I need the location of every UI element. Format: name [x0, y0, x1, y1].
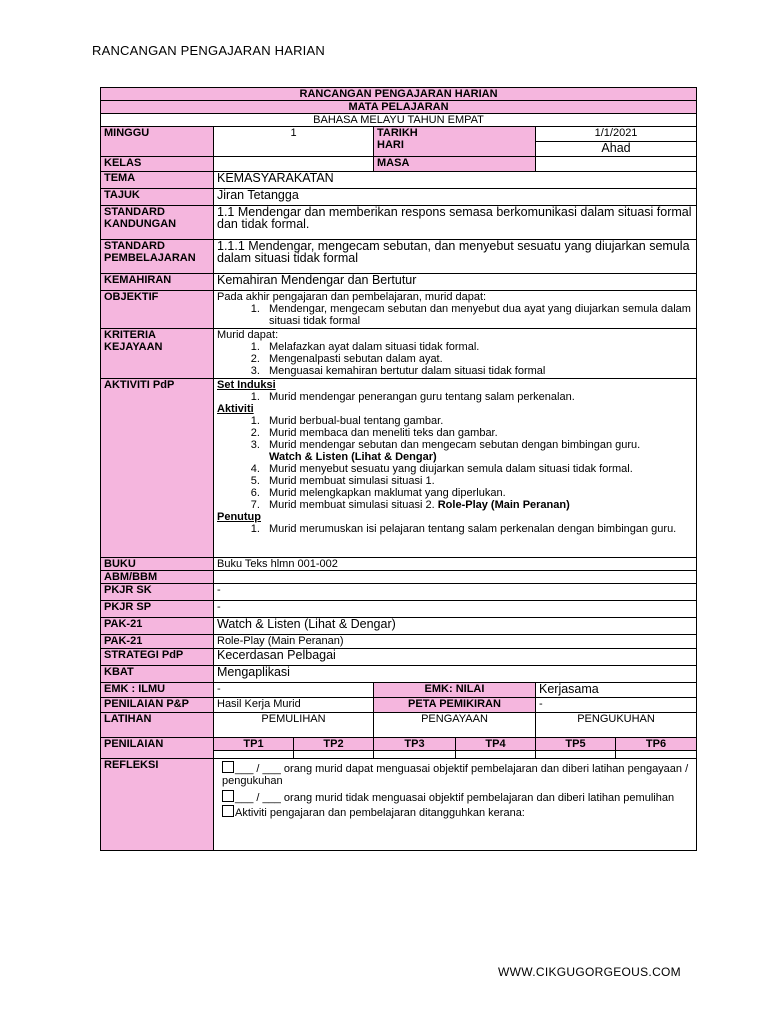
list-item: 1. Murid merumuskan isi pelajaran tentang salam perkenalan dengan bimbingan guru. [263, 523, 693, 535]
tarikh-label: TARIKH [377, 127, 418, 139]
aktiviti-note: Watch & Listen (Lihat & Dengar) [269, 451, 437, 463]
penilaian-pp-value [214, 698, 374, 713]
refleksi-value [214, 759, 697, 851]
penutup-heading: Penutup [217, 511, 261, 523]
hari-label: HARI [377, 139, 404, 151]
strategi-label: STRATEGI PdP [101, 649, 214, 666]
list-item [263, 499, 693, 511]
penutup-list [217, 523, 693, 535]
aktiviti-list-a [217, 415, 693, 451]
masa-label: MASA [374, 157, 536, 172]
kelas-label: KELAS [101, 157, 214, 172]
pak21-label-a: PAK-21 [101, 618, 214, 635]
kriteria-intro: Murid dapat: [217, 329, 279, 341]
standard-pembelajaran-value: 1.1.1 Mendengar, mengecam sebutan, dan menyebut sesuatu yang diujarkan semula dalam situasi tidak formal [214, 240, 697, 274]
pkjr-sp-value: - [214, 601, 697, 618]
table-title: RANCANGAN PENGAJARAN HARIAN [101, 88, 697, 101]
refleksi-line-2 [222, 790, 693, 804]
latihan-pengayaan: PENGAYAAN [374, 713, 536, 738]
kemahiran-value: Kemahiran Mendengar dan Bertutur [214, 274, 697, 291]
standard-pembelajaran-label: STANDARD PEMBELAJARAN [101, 240, 214, 274]
emk-nilai-label: EMK: NILAI [374, 683, 536, 698]
list-item: 5. Murid membuat simulasi situasi 1. [263, 475, 693, 487]
tajuk-value: Jiran Tetangga [214, 189, 697, 206]
kriteria-list [217, 341, 693, 377]
tp6-header: TP6 [616, 738, 697, 751]
tema-value: KEMASYARAKATAN [214, 172, 697, 189]
list-item: 2. Mengenalpasti sebutan dalam ayat. [263, 353, 693, 365]
emk-ilmu-label: EMK : ILMU [101, 683, 214, 698]
list-item: 1. Mendengar, mengecam sebutan dan menyebut dua ayat yang diujarkan semula dalam situasi tidak formal [263, 303, 693, 327]
list-item: 1. Murid berbual-bual tentang gambar. [263, 415, 693, 427]
aktiviti-heading: Aktiviti [217, 403, 254, 415]
abm-label: ABM/BBM [101, 571, 214, 584]
peta-pemikiran-value: - [536, 698, 697, 713]
pkjr-sp-label: PKJR SP [101, 601, 214, 618]
refleksi-text-2: ___ / ___ orang murid tidak menguasai objektif pembelajaran dan diberi latihan pemulihan [235, 792, 675, 804]
list-item: 2. Murid membaca dan meneliti teks dan gambar. [263, 427, 693, 439]
tp1-header: TP1 [214, 738, 294, 751]
checkbox-icon[interactable] [222, 761, 234, 773]
lesson-plan-table [100, 87, 697, 851]
list-item: 3. Menguasai kemahiran bertutur dalam situasi tidak formal [263, 365, 693, 377]
pak21-label-b: PAK-21 [101, 635, 214, 649]
tp2-value [294, 751, 374, 759]
tp3-value [374, 751, 456, 759]
tema-label: TEMA [101, 172, 214, 189]
objektif-value [214, 291, 697, 329]
pak21-value-b: Role-Play (Main Peranan) [214, 635, 697, 649]
checkbox-icon[interactable] [222, 790, 234, 802]
refleksi-text-3: Aktiviti pengajaran dan pembelajaran ditangguhkan kerana: [235, 807, 525, 819]
objektif-label: OBJEKTIF [101, 291, 214, 329]
tarikh-value: 1/1/2021 [536, 127, 697, 142]
set-induksi-list [217, 391, 693, 403]
page-header: RANCANGAN PENGAJARAN HARIAN [92, 43, 325, 58]
tp5-header: TP5 [536, 738, 616, 751]
abm-value [214, 571, 697, 584]
list-item: 1. Melafazkan ayat dalam situasi tidak formal. [263, 341, 693, 353]
pkjr-sk-label: PKJR SK [101, 584, 214, 601]
aktiviti-value [214, 379, 697, 558]
refleksi-text-1: ___ / ___ orang murid dapat menguasai objektif pembelajaran dan diberi latihan pengayaan / pengukuhan [222, 763, 689, 787]
checkbox-icon[interactable] [222, 805, 234, 817]
kbat-value: Mengaplikasi [214, 666, 697, 683]
standard-kandungan-value: 1.1 Mendengar dan memberikan respons semasa berkomunikasi dalam situasi formal dan tidak formal. [214, 206, 697, 240]
list-item: 3. Murid mendengar sebutan dan mengecam sebutan dengan bimbingan guru. [263, 439, 693, 451]
subject-value: BAHASA MELAYU TAHUN EMPAT [101, 114, 697, 127]
aktiviti-list-b [217, 463, 693, 511]
list-item: 4. Murid menyebut sesuatu yang diujarkan semula dalam situasi tidak formal. [263, 463, 693, 475]
refleksi-line-3 [222, 805, 693, 819]
pkjr-sk-value: - [214, 584, 697, 601]
pak21-value-a: Watch & Listen (Lihat & Dengar) [214, 618, 697, 635]
tajuk-label: TAJUK [101, 189, 214, 206]
peta-pemikiran-label: PETA PEMIKIRAN [374, 698, 536, 713]
minggu-label: MINGGU [101, 127, 214, 157]
strategi-value: Kecerdasan Pelbagai [214, 649, 697, 666]
objektif-intro: Pada akhir pengajaran dan pembelajaran, murid dapat: [217, 291, 487, 303]
tp4-header: TP4 [456, 738, 536, 751]
penilaian-label: PENILAIAN [101, 738, 214, 759]
minggu-value: 1 [214, 127, 374, 157]
masa-value [536, 157, 697, 172]
role-play-label: Role-Play (Main Peranan) [437, 499, 570, 511]
refleksi-label: REFLEKSI [101, 759, 214, 851]
buku-label: BUKU [101, 558, 214, 571]
list-item: 1. Murid mendengar penerangan guru tentang salam perkenalan. [263, 391, 693, 403]
tp5-value [536, 751, 616, 759]
tarikh-hari-label [374, 127, 536, 157]
subject-label: MATA PELAJARAN [101, 101, 697, 114]
tp4-value [456, 751, 536, 759]
objektif-list [217, 303, 693, 327]
penilaian-pp-text: Hasil Kerja Murid [217, 698, 301, 710]
kriteria-kejayaan-value [214, 329, 697, 379]
refleksi-line-1 [222, 761, 693, 787]
emk-nilai-value: Kerjasama [536, 683, 697, 698]
tp2-header: TP2 [294, 738, 374, 751]
latihan-label: LATIHAN [101, 713, 214, 738]
kemahiran-label: KEMAHIRAN [101, 274, 214, 291]
kelas-value [214, 157, 374, 172]
tp1-value [214, 751, 294, 759]
penilaian-pp-label: PENILAIAN P&P [101, 698, 214, 713]
list-item: 6. Murid melengkapkan maklumat yang diperlukan. [263, 487, 693, 499]
set-induksi-heading: Set Induksi [217, 379, 276, 391]
tp6-value [616, 751, 697, 759]
tp3-header: TP3 [374, 738, 456, 751]
aktiviti-label: AKTIVITI PdP [101, 379, 214, 558]
kbat-label: KBAT [101, 666, 214, 683]
list-item-text: Murid membuat simulasi situasi 2. [269, 499, 438, 511]
hari-value: Ahad [536, 142, 697, 157]
emk-ilmu-value: - [214, 683, 374, 698]
latihan-pengukuhan: PENGUKUHAN [536, 713, 697, 738]
footer-url[interactable]: WWW.CIKGUGORGEOUS.COM [498, 965, 681, 979]
standard-kandungan-label: STANDARD KANDUNGAN [101, 206, 214, 240]
kriteria-kejayaan-label: KRITERIA KEJAYAAN [101, 329, 214, 379]
buku-value: Buku Teks hlmn 001-002 [214, 558, 697, 571]
latihan-pemulihan: PEMULIHAN [214, 713, 374, 738]
